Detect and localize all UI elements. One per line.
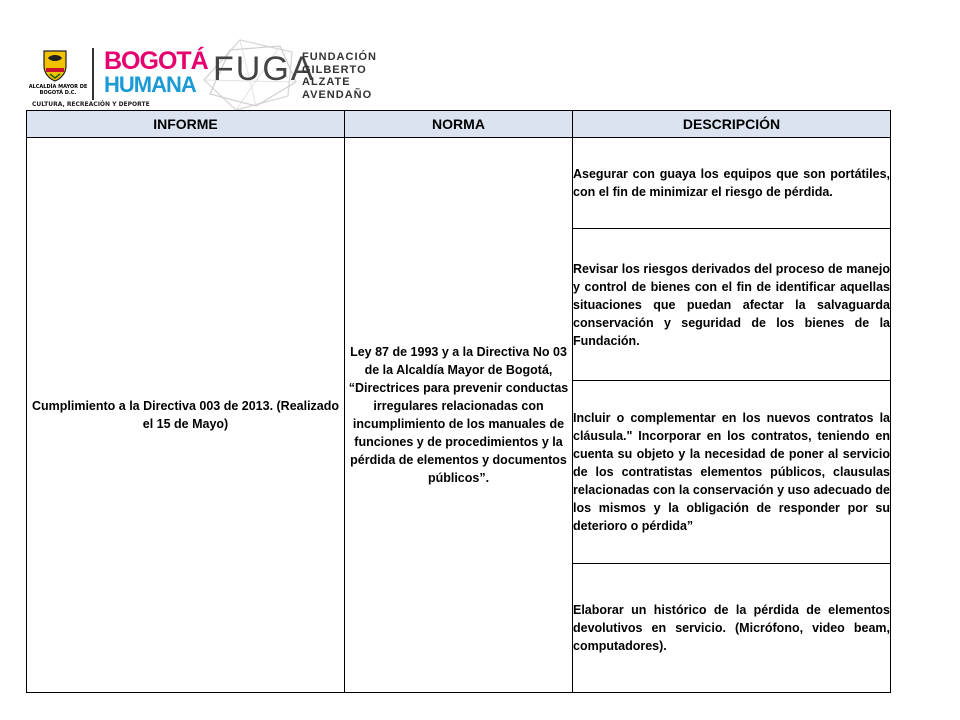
page-header [0,0,960,112]
fundacion-line: FUNDACIÓN [302,51,377,63]
bogota-word: BOGOTÁ [104,47,208,75]
descripcion-cell: Elaborar un histórico de la pérdida de elementos devolutivos en servicio. (Micrófono, video beam, computadores). [573,564,891,693]
table-row [27,138,891,229]
norma-cell: Ley 87 de 1993 y a la Directiva No 03 de la Alcaldía Mayor de Bogotá, “Directrices para prevenir conductas irregulares relacionadas con incumplimiento de los manuales de funciones y de procedimientos y la pérdida de elementos y documentos públicos”. [345,138,573,693]
tagline: CULTURA, RECREACIÓN Y DEPORTE [32,101,150,108]
alcaldia-text: ALCALDÍA MAYOR DE BOGOTÁ D.C. [28,84,88,96]
fundacion-name [302,51,377,101]
fuga-wordmark: FUGA [213,50,316,88]
fundacion-line: ALZATE [302,76,351,88]
fundacion-line: AVENDAÑO [302,88,373,101]
descripcion-cell: Incluir o complementar en los nuevos contratos la cláusula." Incorporar en los contratos, teniendo en cuenta su objeto y la necesidad de poner al servicio de los contratistas elementos públicos, clausulas relacionadas con la conservación y uso adecuado de los mismos y la obligación de responder por su deterioro o pérdida” [573,381,891,564]
descripcion-cell: Revisar los riesgos derivados del proceso de manejo y control de bienes con el fin de identificar aquellas situaciones que puedan afectar la salvaguarda conservación y seguridad de los bienes de la Fundación. [573,229,891,381]
header-informe: INFORME [27,111,345,138]
table-header-row [27,111,891,138]
header-norma: NORMA [345,111,573,138]
logo-divider [92,48,94,100]
fundacion-line: GILBERTO [302,63,367,76]
bogota-humana-logo [104,47,208,98]
descripcion-cell: Asegurar con guaya los equipos que son portátiles, con el fin de minimizar el riesgo de pérdida. [573,138,891,229]
header-descripcion: DESCRIPCIÓN [573,111,891,138]
informe-table [26,110,891,693]
humana-word: HUMANA [104,72,196,97]
coat-of-arms-icon [42,48,68,82]
informe-cell: Cumplimiento a la Directiva 003 de 2013. (Realizado el 15 de Mayo) [27,138,345,693]
